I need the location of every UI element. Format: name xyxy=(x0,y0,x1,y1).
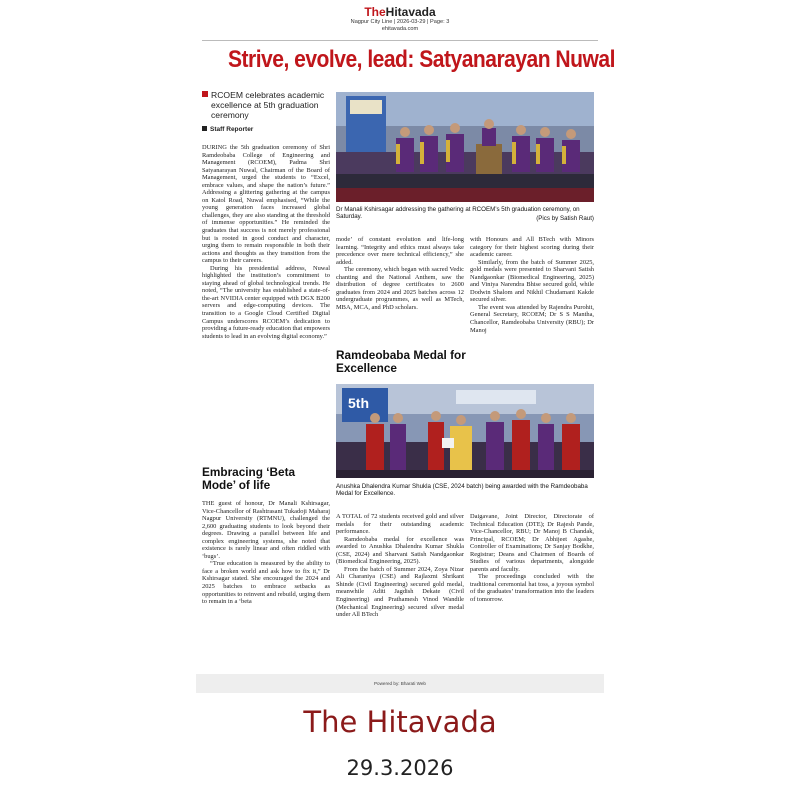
award-photo-illustration xyxy=(336,384,594,478)
masthead xyxy=(196,5,604,33)
paragraph: with Honours and All BTech with Minors category for their highest scoring during their academic career. xyxy=(470,236,594,259)
paragraph: THE guest of honour, Dr Manali Kshirsagar, Vice-Chancellor of Rashtrasant Tukadoji Maharaj Nagpur University (RTMNU), challenged the 2,600 graduating students to look beyond their degrees. Drawing a parallel between life and complex engineering systems, she noted that existence is rarely linear and often riddled with ‘bugs’. xyxy=(202,500,330,560)
site-url: ehitavada.com xyxy=(381,26,419,32)
paragraph: During his presidential address, Nuwal highlighted the institution’s commitment to staying ahead of global technological trends. He noted, “The university has established a state-of-the-art NVIDIA center equipped with DGX B200 servers and edge-computing devices. The transition to a Google Cloud Certified Digital Campus underscores RCOEM’s dedication to providing a future-ready education that empowers students to lead in an evolving digital economy.” xyxy=(202,264,330,340)
subhead-medal: Ramdeobaba Medal for Excellence xyxy=(336,348,466,375)
byline: Staff Reporter xyxy=(202,126,253,133)
paragraph: From the batch of Summer 2024, Zoya Nizar Ali Charaniya (CSE) and Rajlaxmi Shrikant Shinde (Civil Engineering) secured gold medal, meanwhile Aditi Jagdish Dekate (Civil Engineering) and Prathamesh Vinod Wandile (Mechanical Engineering) secured silver medal under All BTech xyxy=(336,565,464,619)
article-column-1b xyxy=(202,500,330,606)
paragraph: mode’ of constant evolution and life-long learning. “Integrity and ethics must always take precedence over mere technical efficiency,” she added. xyxy=(336,236,464,266)
publication-date: 29.3.2026 xyxy=(346,756,454,780)
paragraph: The event was attended by Rajendra Purohit, General Secretary, RCOEM; Dr S S Mantha, Chancellor, Ramdeobaba University (RBU); Dr Manoj xyxy=(470,303,594,334)
publication-name: The Hitavada xyxy=(303,705,497,739)
paragraph: Similarly, from the batch of Summer 2025, gold medals were presented to Sharvani Satish Nandgaonkar (Biomedical Engineering, 2025) and Viniya Narendra Bhise secured gold, while Dodwin Shalom and Nikhil Chudamani Kakde secured silver. xyxy=(470,258,594,304)
stage-photo-illustration xyxy=(336,92,594,202)
photo-credit: (Pics by Satish Raut) xyxy=(536,214,594,222)
article-column-2b xyxy=(336,513,464,619)
byline-bullet-icon xyxy=(202,126,207,131)
paragraph: “True education is measured by the ability to face a broken world and ask how to fix it,” Dr Kshirsagar stated. She encouraged the 2024 and 2025 batches to embrace setbacks as opportunities to reinvent and rebuild, urging them to remain in a ‘beta xyxy=(202,560,330,606)
article-column-3 xyxy=(470,236,594,334)
stage-banner-text: 5th xyxy=(348,395,369,411)
newspaper-clipping xyxy=(196,0,615,693)
paragraph: DURING the 5th graduation ceremony of Shri Ramdeobaba College of Engineering and Management (RCOEM), Padma Shri Satyanarayan Nuwal, Chairman of the Board of Management, urged the students to “Excel, embrace values, and shape the nation’s future.” Addressing a glittering gathering at the campus on Katol Road, Nuwal emphasised, “While the young generation faces increased global challenges, they are also standing at the threshold of immense opportunities.” He reminded the graduates that success is not merely professional but is rooted in good conduct and character, urging them to remain responsible in both their actions and thoughts as they transition from the campus to their careers. xyxy=(202,144,330,265)
subhead-beta-mode: Embracing ‘Beta Mode’ of life xyxy=(202,465,296,492)
paragraph: The proceedings concluded with the traditional ceremonial hat toss, a joyous symbol of the graduates’ transformation into the leaders of tomorrow. xyxy=(470,573,594,604)
photo-medal-award xyxy=(336,384,594,478)
edition-line: Nagpur City Line | 2026-03-29 | Page: 3 xyxy=(350,19,450,25)
paragraph: Ramdeobaba medal for excellence was awarded to Anushka Dhalendra Kumar Shukla (CSE, 2024) and Sharvani Satish Nandgaonkar (Biomedical Engineering, 2025). xyxy=(336,535,464,566)
photo2-caption: Anushka Dhalendra Kumar Shukla (CSE, 2024 batch) being awarded with the Ramdeobaba Medal for Excellence. xyxy=(336,483,588,498)
article-column-2 xyxy=(336,236,464,311)
photo-graduation-stage xyxy=(336,92,594,202)
kicker-bullet-icon xyxy=(202,91,208,97)
article-column-3b xyxy=(470,513,594,604)
kicker: RCOEM celebrates academic excellence at 5th graduation ceremony xyxy=(202,90,330,120)
paragraph: The ceremony, which began with sacred Vedic chanting and the National Anthem, saw the distribution of degree certificates to 2600 graduates from 2024 and 2025 batches across 12 undergraduate programmes, as well as MTech, MBA, MCA, and PhD scholars. xyxy=(336,266,464,311)
powered-by-bar: Powered by: Bharati Web xyxy=(196,674,604,693)
headline: Strive, evolve, lead: Satyanarayan Nuwal xyxy=(228,46,615,73)
paragraph: A TOTAL of 72 students received gold and silver medals for their outstanding academic performance. xyxy=(336,513,464,536)
article-column-1 xyxy=(202,144,330,340)
hitavada-logo: TheHitavada xyxy=(364,5,436,19)
photo1-caption: Dr Manali Kshirsagar addressing the gathering at RCOEM’s 5th graduation ceremony, on Saturday. (Pics by Satish Raut) xyxy=(336,206,594,222)
masthead-divider xyxy=(202,40,598,41)
paragraph: Daigavane, Joint Director, Directorate of Technical Education (DTE); Dr Rajesh Pande, Vice-Chancellor, RBU; Dr Manoj B Chandak, Principal, RCOEM; Dr Abhijeet Agashe, Controller of Examinations; Dr Sanjay Bodkhe, Registrar; Deans and Chairmen of Boards of Studies of various departments, alongside parents and faculty. xyxy=(470,513,594,573)
